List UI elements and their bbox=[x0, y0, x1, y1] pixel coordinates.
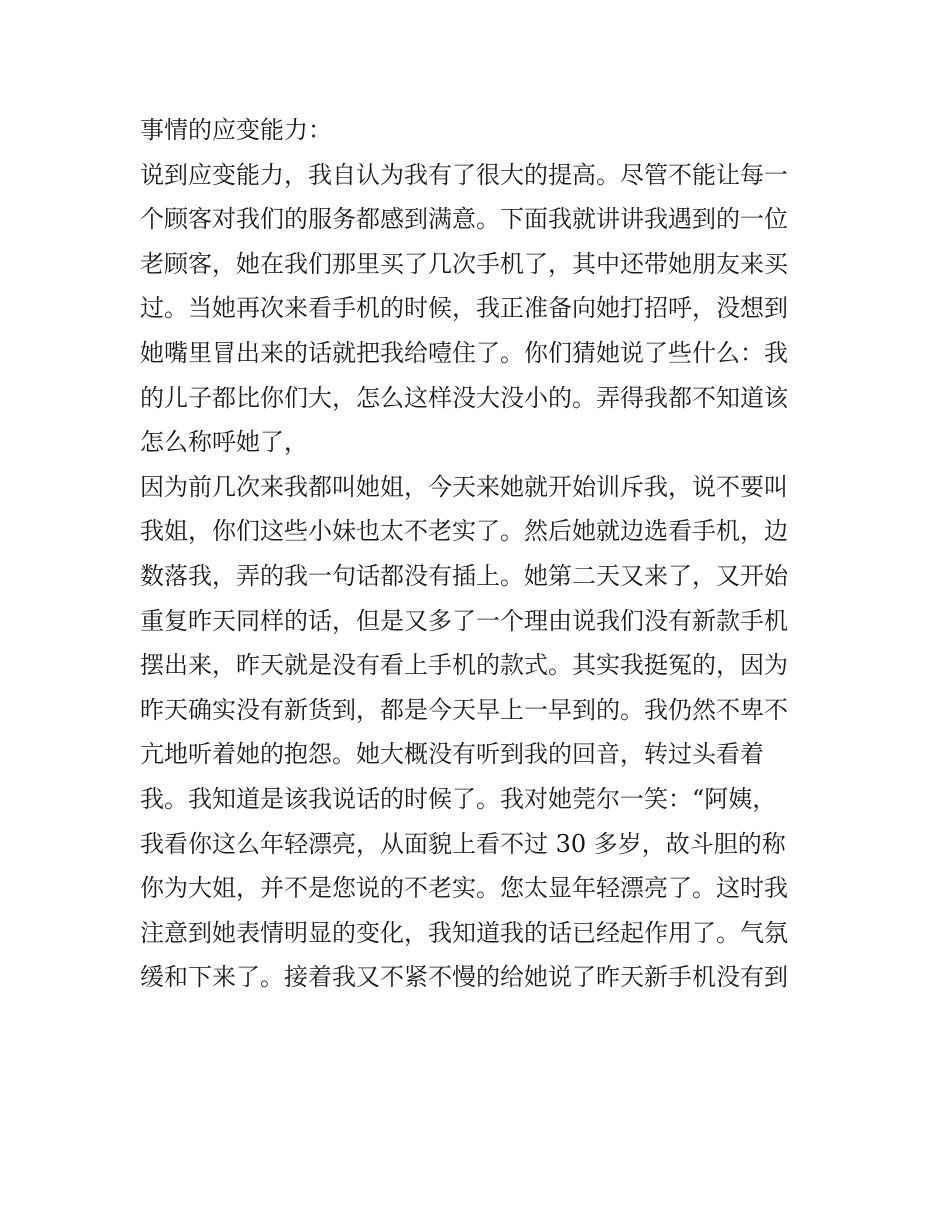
body-text bbox=[140, 108, 815, 1000]
text-line: 注意到她表情明显的变化，我知道我的话已经起作用了。气氛 bbox=[140, 918, 788, 947]
text-line: 老顾客，她在我们那里买了几次手机了，其中还带她朋友来买 bbox=[140, 249, 788, 278]
text-line: 我姐，你们这些小妹也太不老实了。然后她就边选看手机，边 bbox=[140, 517, 788, 546]
text-line: 说到应变能力，我自认为我有了很大的提高。尽管不能让每一 bbox=[140, 160, 788, 189]
text-line: 个顾客对我们的服务都感到满意。下面我就讲讲我遇到的一位 bbox=[140, 205, 788, 234]
text-line: 怎么称呼她了， bbox=[140, 428, 308, 457]
text-line: 重复昨天同样的话，但是又多了一个理由说我们没有新款手机 bbox=[140, 606, 788, 635]
text-line: 缓和下来了。接着我又不紧不慢的给她说了昨天新手机没有到 bbox=[140, 963, 788, 992]
text-line: 她嘴里冒出来的话就把我给噎住了。你们猜她说了些什么：我 bbox=[140, 338, 788, 367]
text-line: 亢地听着她的抱怨。她大概没有听到我的回音，转过头看着 bbox=[140, 740, 764, 769]
text-line: 过。当她再次来看手机的时候，我正准备向她打招呼，没想到 bbox=[140, 294, 788, 323]
text-line: 我看你这么年轻漂亮，从面貌上看不过 30 多岁，故斗胆的称 bbox=[140, 829, 786, 858]
text-line: 数落我，弄的我一句话都没有插上。她第二天又来了，又开始 bbox=[140, 561, 788, 590]
text-line: 因为前几次来我都叫她姐，今天来她就开始训斥我，说不要叫 bbox=[140, 472, 788, 501]
text-line: 事情的应变能力： bbox=[140, 116, 332, 144]
text-line: 我。我知道是该我说话的时候了。我对她莞尔一笑：“阿姨， bbox=[140, 784, 777, 813]
text-line: 你为大姐，并不是您说的不老实。您太显年轻漂亮了。这时我 bbox=[140, 874, 788, 903]
text-line: 的儿子都比你们大，怎么这样没大没小的。弄得我都不知道该 bbox=[140, 383, 788, 412]
text-line: 昨天确实没有新货到，都是今天早上一早到的。我仍然不卑不 bbox=[140, 695, 788, 724]
text-line: 摆出来，昨天就是没有看上手机的款式。其实我挺冤的，因为 bbox=[140, 651, 788, 680]
